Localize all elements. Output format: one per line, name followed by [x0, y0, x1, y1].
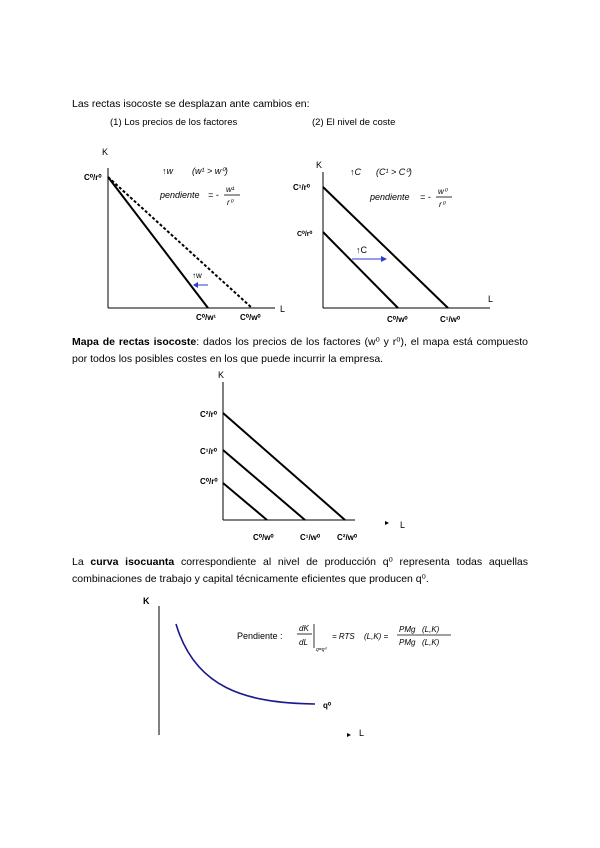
map-paragraph: [72, 334, 528, 368]
graph4-k-label: K: [143, 596, 150, 606]
graph-isoquant: [135, 588, 465, 743]
graph1-slope-sign: = -: [208, 190, 219, 200]
graph3-k-label: K: [218, 370, 225, 380]
graph4-l-label: L: [359, 728, 365, 738]
graph1-cond-paren: (w¹ > w⁰): [192, 166, 228, 176]
graph2-cond-paren: (C¹ > C⁰): [376, 167, 412, 177]
graph2-l-label: L: [488, 294, 494, 304]
graph1-k-intercept: C⁰/r⁰: [84, 173, 102, 182]
graph2-isocost-low: [323, 232, 398, 308]
graph4-pmg-den-args: (L,K): [422, 638, 440, 647]
graph4-pmg-den: PMg: [399, 638, 416, 647]
graph1-slope-den: r⁰: [227, 198, 233, 207]
graph4-slope-label: Pendiente :: [237, 631, 283, 641]
graph3-x1: C¹/w⁰: [300, 533, 321, 542]
isoquant-paragraph-body: correspondiente al nivel de producción q⁰ representa todas aquellas combinaciones de trabajo y capital técnicamente eficientes que producen q⁰.: [72, 556, 528, 585]
graph2-cond-main: ↑C: [350, 167, 361, 177]
graph1-slope-num: w¹: [226, 185, 235, 194]
graph1-l-label: L: [280, 304, 286, 314]
graph3-isocost-c1: [223, 450, 305, 520]
map-paragraph-body: : dados los precios de los factores (w⁰ y r⁰), el mapa está compuesto por todos los posibles costes en los que puede incurrir la empresa.: [72, 336, 528, 365]
graph2-k-low: C⁰/r⁰: [297, 231, 313, 238]
graph3-isocost-c0: [223, 483, 267, 520]
graph3-x2: C²/w⁰: [337, 533, 358, 542]
graph4-deriv-den: dL: [299, 638, 308, 647]
graph2-x-low: C⁰/w⁰: [387, 315, 408, 324]
graph4-rts: = RTS: [332, 632, 355, 641]
graph4-pmg-num-args: (L,K): [422, 625, 440, 634]
graph2-slope-den: r⁰: [439, 200, 445, 209]
graph2-slope-num: w⁰: [438, 187, 447, 196]
graph1-shift-note: ↑w: [192, 271, 202, 280]
graph2-arrowhead-icon: [381, 256, 387, 262]
graph3-k1: C¹/r⁰: [200, 447, 217, 456]
graph1-k-label: K: [102, 147, 109, 157]
graph2-shift-note: ↑C: [356, 245, 367, 255]
intro-item-2: (2) El nivel de coste: [312, 117, 396, 128]
graph4-curve-label: q⁰: [323, 701, 332, 710]
graph-factor-price-change: [80, 140, 300, 325]
isoquant-paragraph-title: curva isocuanta: [90, 556, 175, 568]
graph-isocost-map: [195, 368, 415, 548]
graph4-l-arrow-icon: [347, 733, 351, 737]
graph3-x0: C⁰/w⁰: [253, 533, 274, 542]
graph4-pmg-num: PMg: [399, 625, 416, 634]
graph1-x-intercept-old: C⁰/w⁰: [240, 313, 261, 322]
graph1-slope-label: pendiente: [160, 190, 200, 200]
graph4-rts-args: (L,K) =: [364, 632, 389, 641]
graph3-k0: C⁰/r⁰: [200, 477, 218, 486]
isoquant-paragraph: [72, 554, 528, 588]
graph2-slope-label: pendiente: [370, 192, 410, 202]
map-paragraph-title: Mapa de rectas isocoste: [72, 336, 197, 348]
isoquant-paragraph-pre: La: [72, 556, 91, 568]
graph2-k-label: K: [316, 160, 323, 170]
graph3-l-label: L: [400, 520, 406, 530]
graph-cost-level-change: [290, 150, 510, 330]
graph2-k-high: C¹/r⁰: [293, 183, 310, 192]
intro-item-1: (1) Los precios de los factores: [110, 117, 238, 128]
graph2-slope-sign: = -: [420, 192, 431, 202]
graph3-k2: C²/r⁰: [200, 410, 217, 419]
graph4-deriv-sub: q=q⁰: [316, 647, 327, 653]
graph1-arrowhead-icon: [193, 282, 198, 288]
graph3-l-arrow-icon: [385, 521, 389, 525]
graph1-cond-main: ↑w: [162, 166, 173, 176]
graph2-x-high: C¹/w⁰: [440, 315, 461, 324]
graph4-deriv-num: dK: [299, 624, 309, 633]
intro-sentence: Las rectas isocoste se desplazan ante cambios en:: [72, 98, 310, 110]
graph2-isocost-high: [323, 187, 448, 308]
graph1-x-intercept-new: C⁰/w¹: [196, 313, 217, 322]
